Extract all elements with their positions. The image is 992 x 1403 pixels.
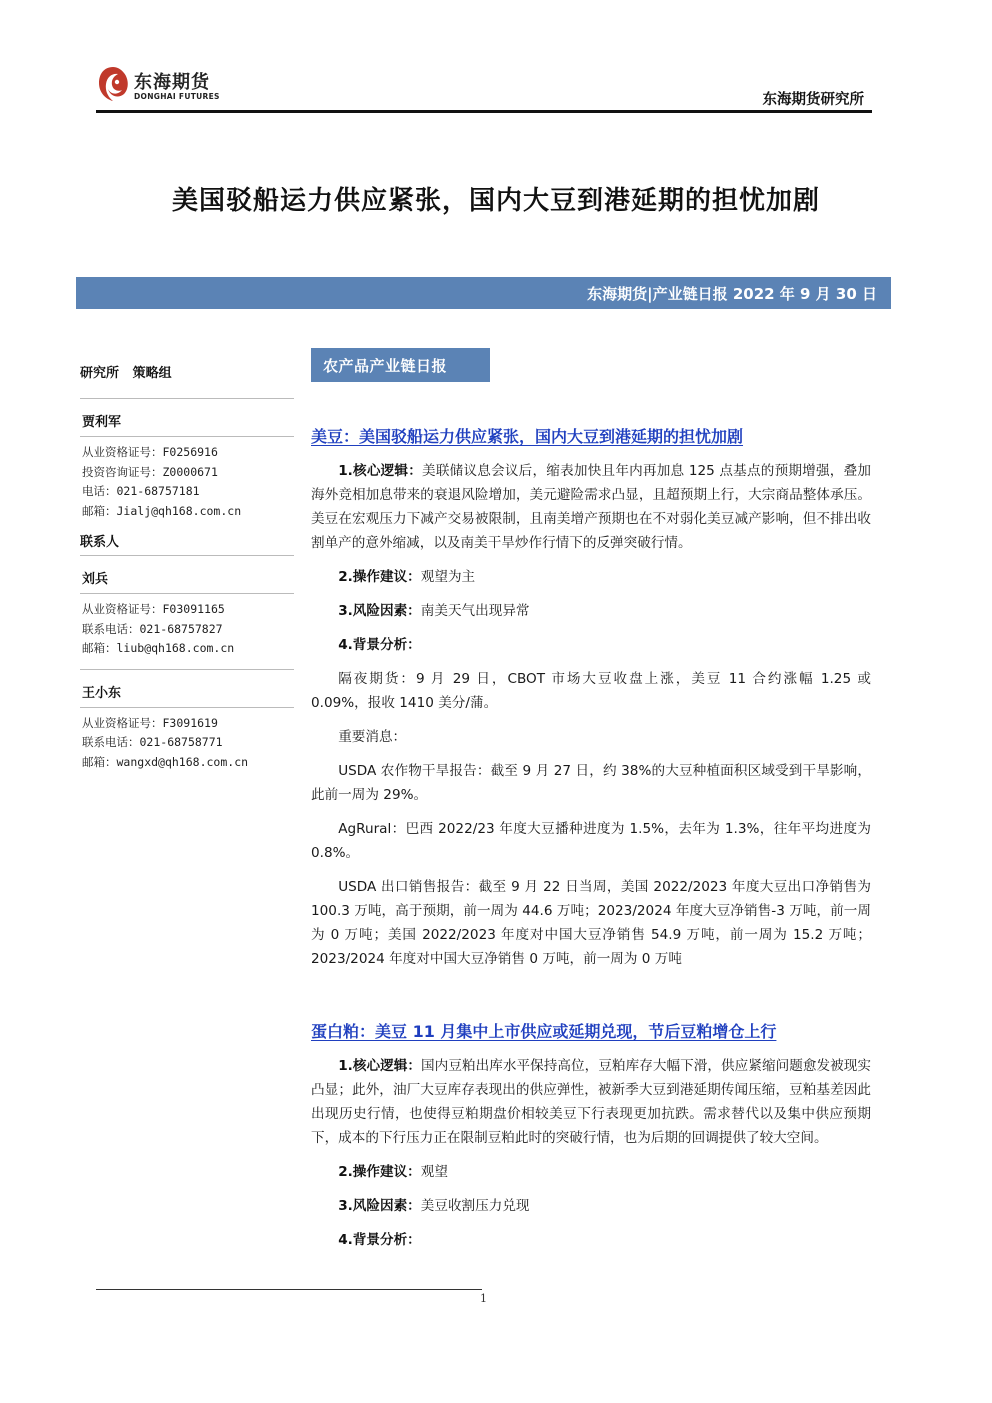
contact-email: 邮箱：liub@qh168.com.cn bbox=[82, 641, 235, 655]
risk-text: 南美天气出现异常 bbox=[420, 603, 530, 619]
department-label: 研究所 策略组 bbox=[80, 366, 172, 381]
news-label: 重要消息： bbox=[338, 729, 407, 745]
analyst-name: 贾利军 bbox=[82, 415, 122, 430]
footer-divider bbox=[96, 1289, 482, 1290]
core-logic-text: 美联储议息会议后，缩表加快且年内再加息 125 点基点的预期增强，叠加海外竞相加息带来的衰退风险增加，美元避险需求凸显，且超预期上行，大宗商品整体承压。美豆在宏观压力下减产交易被限制，且南美增产预期也在不对弱化美豆减产影响，但不排出收割单产的意外缩减，以及南美干旱炒作行情下的反弹突破行情。 bbox=[311, 463, 871, 551]
meal-background bbox=[311, 1228, 871, 1252]
news-export-sales: USDA 出口销售报告：截至 9 月 22 日当周，美国 2022/2023 年度大豆出口净销售为 100.3 万吨，高于预期，前一周为 44.6 万吨；2023/2024 年度大豆净销售-3 万吨，前一周为 0 万吨；美国 2022/2023 年度对中国大豆净销售 54.9 万吨，前一周为 15.2 万吨；2023/2024 年度对中国大豆净销售 0 万吨，前一周为 0 万吨 bbox=[311, 879, 871, 967]
core-logic-label: 1.核心逻辑： bbox=[338, 1058, 422, 1074]
soybean-section bbox=[311, 424, 871, 971]
page-number: 1 bbox=[480, 1292, 487, 1305]
company-logo bbox=[96, 62, 236, 108]
sidebar-divider bbox=[80, 593, 294, 594]
page-title: 美国驳船运力供应紧张，国内大豆到港延期的担忧加剧 bbox=[171, 186, 820, 216]
sidebar-divider bbox=[80, 707, 294, 708]
section-tag bbox=[311, 348, 490, 382]
meal-section bbox=[311, 1019, 871, 1252]
sidebar-divider bbox=[80, 398, 294, 399]
meal-operation bbox=[311, 1160, 871, 1184]
background-label: 4.背景分析： bbox=[338, 637, 421, 653]
news-drought: USDA 农作物干旱报告：截至 9 月 27 日，约 38%的大豆种植面积区域受到干旱影响，此前一周为 29%。 bbox=[311, 763, 871, 803]
background-label: 4.背景分析： bbox=[338, 1232, 421, 1248]
sidebar-divider bbox=[80, 555, 294, 556]
logo-cn-text: 东海期货 bbox=[134, 72, 210, 93]
sidebar-divider bbox=[80, 436, 294, 437]
dragon-logo-icon bbox=[96, 64, 130, 104]
soybean-background bbox=[311, 633, 871, 657]
logo-en-text: DONGHAI FUTURES bbox=[134, 92, 220, 101]
contact-label: 联系人 bbox=[80, 535, 120, 550]
analyst-consult-license: 投资咨询证号：Z0000671 bbox=[82, 464, 218, 479]
soybean-heading[interactable]: 美豆：美国驳船运力供应紧张，国内大豆到港延期的担忧加剧 bbox=[311, 427, 744, 446]
analyst-license: 从业资格证号：F0256916 bbox=[82, 445, 218, 459]
operation-label: 2.操作建议： bbox=[338, 569, 421, 585]
org-name: 东海期货研究所 bbox=[762, 92, 864, 108]
soybean-risk bbox=[311, 599, 871, 623]
contact-name: 刘兵 bbox=[82, 572, 109, 587]
contact-license: 从业资格证号：F03091165 bbox=[82, 602, 225, 616]
sidebar-divider bbox=[80, 669, 294, 670]
meal-risk bbox=[311, 1194, 871, 1218]
operation-text: 观望为主 bbox=[420, 569, 476, 585]
overnight-futures: 隔夜期货：9 月 29 日，CBOT 市场大豆收盘上涨，美豆 11 合约涨幅 1.25 或 0.09%，报收 1410 美分/蒲。 bbox=[311, 671, 871, 711]
meal-core-logic bbox=[311, 1054, 871, 1150]
soybean-operation bbox=[311, 565, 871, 589]
risk-label: 3.风险因素： bbox=[338, 1198, 421, 1214]
core-logic-label: 1.核心逻辑： bbox=[338, 463, 423, 479]
report-date: 东海期货|产业链日报 2022 年 9 月 30 日 bbox=[587, 285, 877, 303]
header-divider bbox=[96, 110, 872, 113]
risk-text: 美豆收割压力兑现 bbox=[420, 1198, 530, 1214]
core-logic-text: 国内豆粕出库水平保持高位，豆粕库存大幅下滑，供应紧缩问题愈发被现实凸显；此外，油厂大豆库存表现出的供应弹性，被新季大豆到港延期传闻压缩，豆粕基差因此出现历史行情，也使得豆粕期盘价相较美豆下行表现更加抗跌。需求替代以及集中供应预期下，成本的下行压力正在限制豆粕此时的突破行情，也为后期的回调提供了较大空间。 bbox=[311, 1058, 872, 1146]
operation-label: 2.操作建议： bbox=[338, 1164, 421, 1180]
analyst-phone: 电话：021-68757181 bbox=[82, 484, 200, 498]
soybean-core-logic bbox=[311, 459, 871, 555]
report-banner bbox=[76, 277, 891, 309]
meal-heading[interactable]: 蛋白粕：美豆 11 月集中上市供应或延期兑现，节后豆粕增仓上行 bbox=[311, 1022, 777, 1041]
page-header bbox=[96, 62, 872, 114]
section-tag-label: 农产品产业链日报 bbox=[323, 357, 448, 375]
author-sidebar bbox=[80, 362, 294, 772]
contact-license: 从业资格证号：F3091619 bbox=[82, 715, 218, 730]
contact-phone: 联系电话：021-68757827 bbox=[82, 621, 223, 636]
contact-email: 邮箱：wangxd@qh168.com.cn bbox=[82, 754, 249, 769]
risk-label: 3.风险因素： bbox=[338, 603, 421, 619]
operation-text: 观望 bbox=[420, 1164, 448, 1180]
news-agrural: AgRural：巴西 2022/23 年度大豆播种进度为 1.5%，去年为 1.3%，往年平均进度为 0.8%。 bbox=[311, 821, 871, 861]
contact-name: 王小东 bbox=[82, 685, 122, 701]
contact-phone: 联系电话：021-68758771 bbox=[82, 735, 223, 749]
analyst-email: 邮箱：Jialj@qh168.com.cn bbox=[82, 503, 242, 518]
